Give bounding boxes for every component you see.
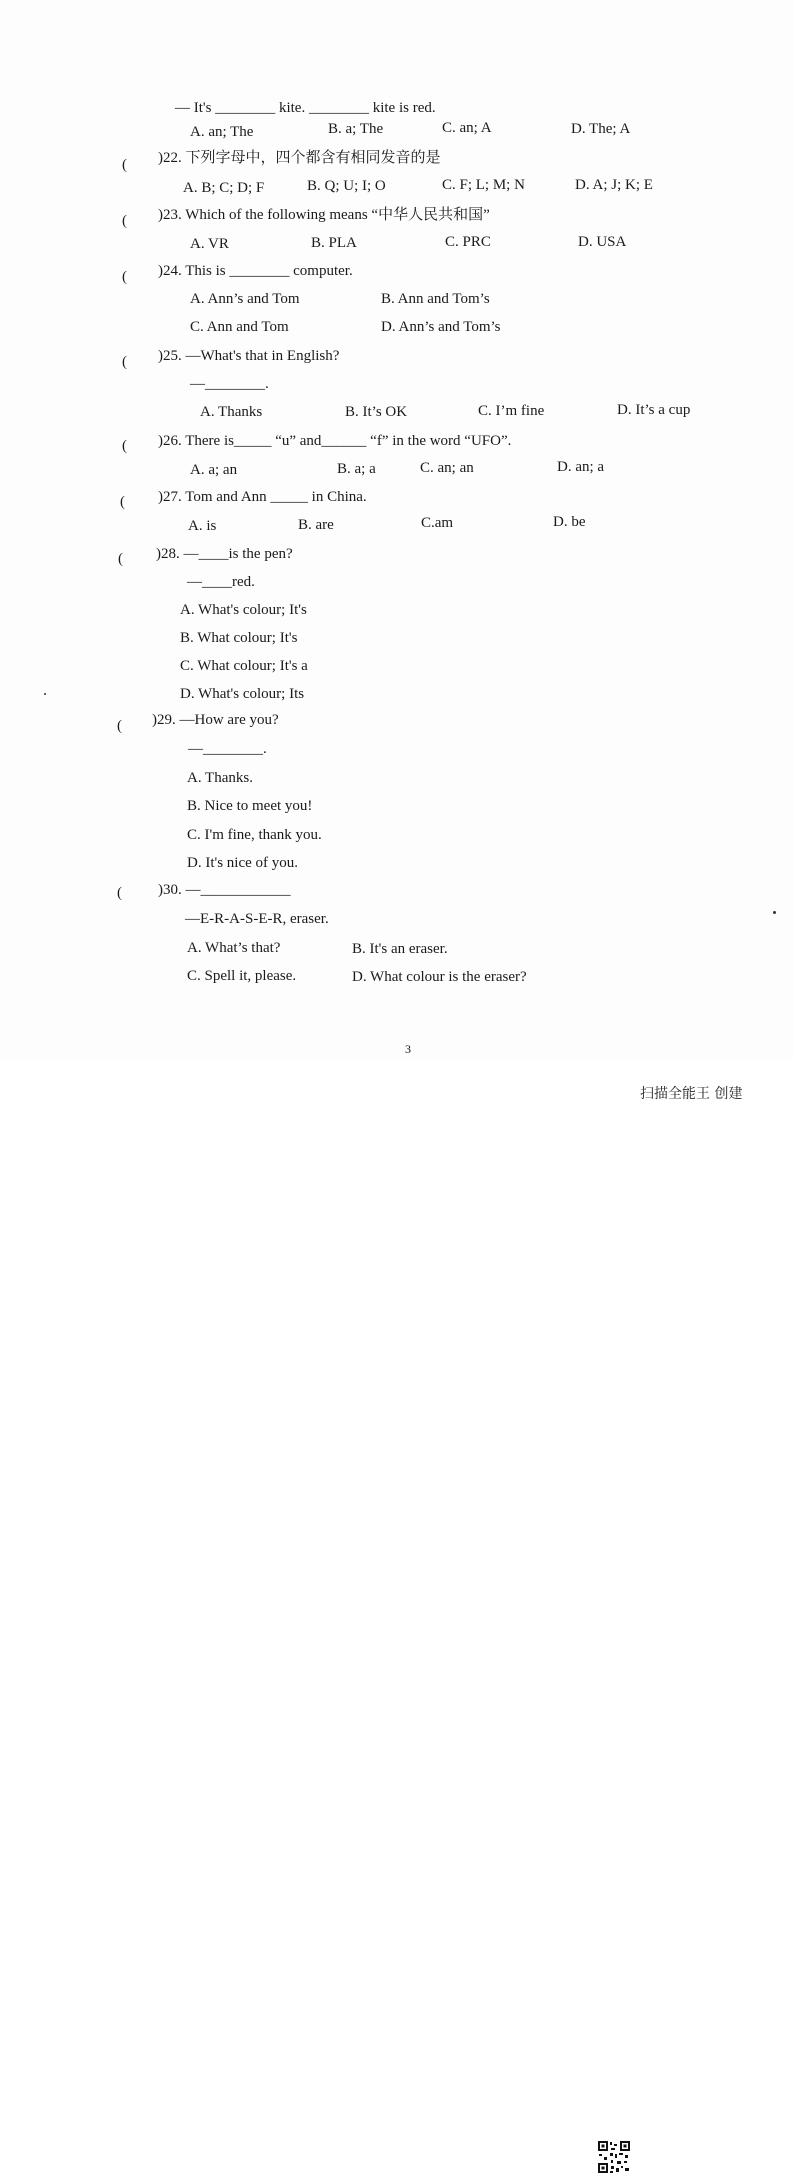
q30-stem: )30. —____________ [158, 882, 291, 898]
q28-stem: )28. —____is the pen? [156, 546, 293, 562]
qr-code-icon [597, 2140, 631, 2174]
q28-reply: —____red. [187, 574, 255, 590]
q26-option-b: B. a; a [337, 461, 376, 477]
q22-option-a: A. B; C; D; F [183, 180, 265, 196]
q30-reply: —E-R-A-S-E-R, eraser. [185, 911, 329, 927]
q30-option-b: B. It's an eraser. [352, 941, 448, 957]
q24-option-c: C. Ann and Tom [190, 319, 289, 335]
q25-option-c: C. I’m fine [478, 403, 545, 419]
q29-stem: )29. —How are you? [152, 712, 279, 728]
q23-option-a: A. VR [190, 236, 229, 252]
q23-option-b: B. PLA [311, 235, 357, 251]
q25-answer-paren: ( [122, 354, 127, 370]
q22-option-d: D. A; J; K; E [575, 177, 653, 193]
q28-option-d: D. What's colour; Its [180, 686, 305, 702]
q30-option-c: C. Spell it, please. [187, 968, 297, 984]
scanner-brand-label: 扫描全能王 创建 [640, 1086, 743, 1102]
scan-speck [773, 911, 776, 914]
q25-stem: )25. —What's that in English? [158, 348, 340, 364]
q29-option-d: D. It's nice of you. [187, 855, 299, 871]
q26-option-a: A. a; an [190, 462, 238, 478]
q23-option-c: C. PRC [445, 234, 491, 250]
q21-stem: — It's ________ kite. ________ kite is red. [175, 100, 436, 116]
q24-stem: )24. This is ________ computer. [158, 263, 353, 279]
scanner-footer [0, 1065, 794, 1124]
q26-answer-paren: ( [122, 438, 127, 454]
q25-option-a: A. Thanks [200, 404, 263, 420]
scan-speck [44, 693, 46, 695]
q28-option-b: B. What colour; It's [180, 630, 298, 646]
q21-option-c: C. an; A [442, 120, 492, 136]
q25-option-d: D. It’s a cup [617, 402, 691, 418]
q21-option-d: D. The; A [571, 121, 631, 137]
q28-option-a: A. What's colour; It's [180, 602, 307, 618]
q26-option-d: D. an; a [557, 459, 605, 475]
q22-option-b: B. Q; U; I; O [307, 178, 386, 194]
q29-option-a: A. Thanks. [187, 770, 253, 786]
q24-answer-paren: ( [122, 269, 127, 285]
q26-option-c: C. an; an [420, 460, 474, 476]
q23-option-d: D. USA [578, 234, 627, 250]
q21-option-a: A. an; The [190, 124, 254, 140]
q26-stem: )26. There is_____ “u” and______ “f” in the word “UFO”. [158, 433, 512, 449]
q21-option-b: B. a; The [328, 121, 384, 137]
q24-option-d: D. Ann’s and Tom’s [381, 319, 501, 335]
q25-reply: —________. [190, 376, 269, 392]
q27-answer-paren: ( [120, 494, 125, 510]
q23-stem: )23. Which of the following means “中华人民共和国” [158, 207, 490, 223]
q22-stem: )22. 下列字母中，四个都含有相同发音的是 [158, 150, 441, 166]
q30-option-d: D. What colour is the eraser? [352, 969, 527, 985]
q27-option-a: A. is [188, 518, 217, 534]
q30-answer-paren: ( [117, 885, 122, 901]
q29-answer-paren: ( [117, 718, 122, 734]
q28-option-c: C. What colour; It's a [180, 658, 308, 674]
q24-option-a: A. Ann’s and Tom [190, 291, 300, 307]
q22-answer-paren: ( [122, 157, 127, 173]
exam-page [0, 0, 794, 1060]
q27-option-c: C.am [421, 515, 454, 531]
q29-reply: —________. [188, 741, 267, 757]
page-number: 3 [405, 1042, 411, 1056]
q24-option-b: B. Ann and Tom’s [381, 291, 490, 307]
q27-option-d: D. be [553, 514, 586, 530]
q23-answer-paren: ( [122, 213, 127, 229]
q22-option-c: C. F; L; M; N [442, 177, 525, 193]
q25-option-b: B. It’s OK [345, 404, 408, 420]
q27-stem: )27. Tom and Ann _____ in China. [158, 489, 367, 505]
q29-option-c: C. I'm fine, thank you. [187, 827, 322, 843]
q27-option-b: B. are [298, 517, 334, 533]
q29-option-b: B. Nice to meet you! [187, 798, 313, 814]
q28-answer-paren: ( [118, 551, 123, 567]
q30-option-a: A. What’s that? [187, 940, 281, 956]
